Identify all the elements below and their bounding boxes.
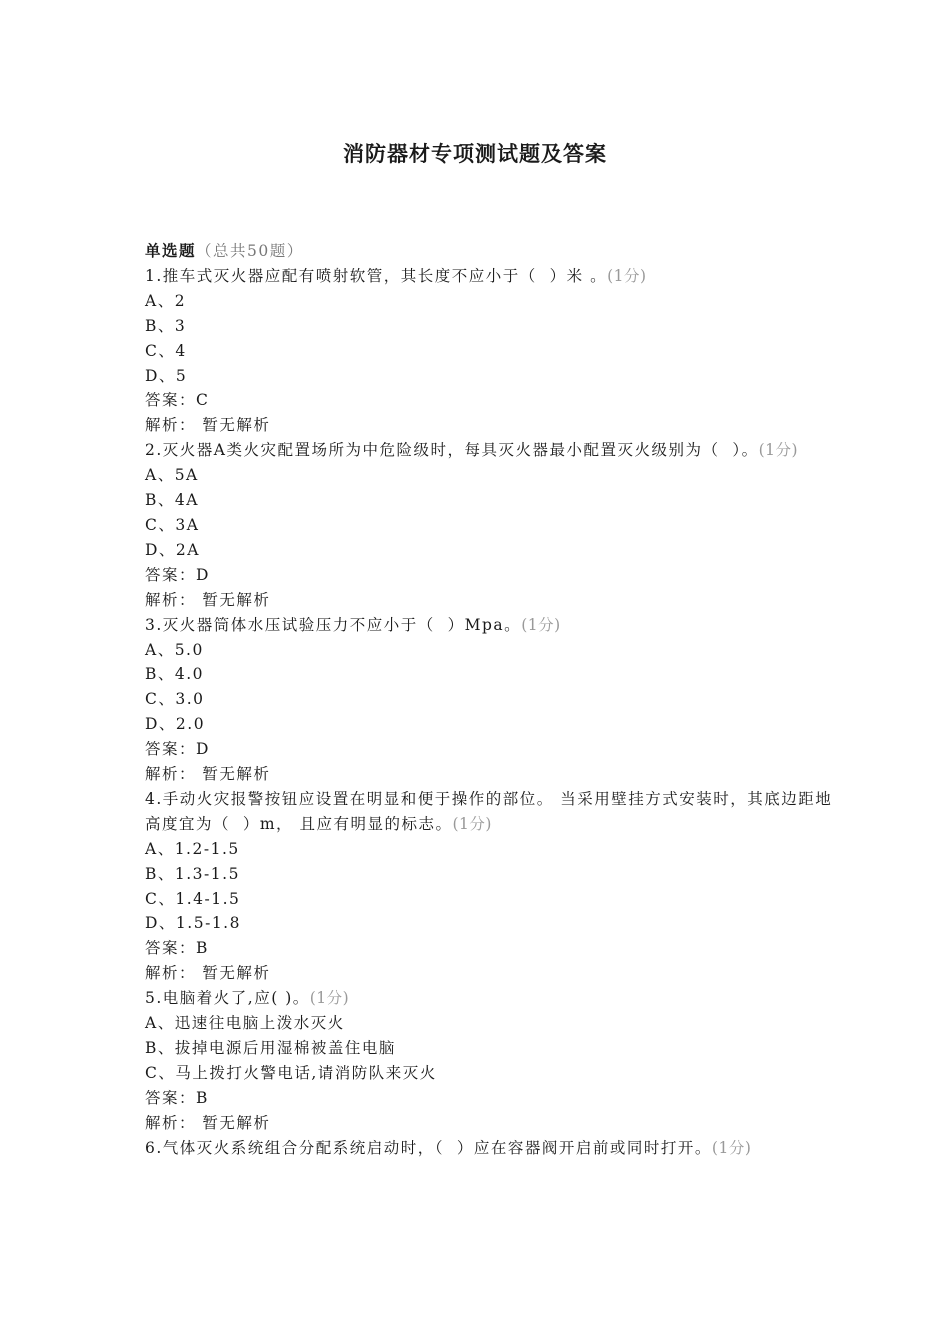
option-a: A、5.0 [145, 640, 204, 659]
question-2 [145, 438, 835, 612]
question-stem [145, 264, 835, 289]
option-a: A、1.2-1.5 [145, 839, 240, 858]
question-stem [145, 438, 835, 463]
option-b: B、1.3-1.5 [145, 864, 240, 883]
option-d: D、2.0 [145, 715, 206, 734]
option-b: B、3 [145, 316, 187, 335]
option-a: A、2 [145, 291, 187, 310]
question-4 [145, 787, 835, 986]
option-c: C、3A [145, 515, 200, 534]
option-a: A、5A [145, 466, 199, 485]
section-heading-label: 单选题 [145, 241, 197, 260]
question-1 [145, 264, 835, 438]
answer: 答案：B [145, 1088, 209, 1107]
answer: 答案：D [145, 740, 210, 759]
question-score: (1分) [452, 814, 492, 833]
question-score: (1分) [711, 1138, 752, 1157]
question-score: (1分) [309, 989, 350, 1008]
document-body [145, 239, 835, 1161]
option-c: C、马上拨打火警电话,请消防队来灭火 [145, 1063, 437, 1082]
option-d: D、2A [145, 540, 200, 559]
analysis: 解析： 暂无解析 [145, 416, 271, 435]
option-b: B、4A [145, 491, 199, 510]
question-stem [145, 613, 835, 638]
question-score: (1分) [758, 441, 799, 460]
question-stem [145, 787, 835, 837]
section-heading-note: （总共50题） [196, 242, 304, 260]
option-d: D、5 [145, 366, 188, 385]
page-title: 消防器材专项测试题及答案 [343, 141, 607, 166]
option-d: D、1.5-1.8 [145, 914, 241, 933]
analysis: 解析： 暂无解析 [145, 590, 271, 609]
question-6 [145, 1136, 835, 1161]
option-b: B、4.0 [145, 665, 205, 684]
analysis: 解析： 暂无解析 [145, 964, 271, 983]
question-text: 6.气体灭火系统组合分配系统启动时，（ ）应在容器阀开启前或同时打开。 [145, 1138, 712, 1157]
option-c: C、3.0 [145, 690, 205, 709]
question-text: 5.电脑着火了,应( )。 [145, 989, 310, 1008]
analysis: 解析： 暂无解析 [145, 1113, 271, 1132]
section-heading [145, 239, 835, 264]
option-c: C、1.4-1.5 [145, 889, 241, 908]
question-stem [145, 986, 835, 1011]
question-text: 2.灭火器A类火灾配置场所为中危险级时，每具灭火器最小配置灭火级别为（ ）。 [145, 441, 759, 460]
answer: 答案：B [145, 939, 209, 958]
answer: 答案：C [145, 391, 210, 410]
question-3 [145, 613, 835, 787]
question-score: (1分) [521, 615, 561, 634]
analysis: 解析： 暂无解析 [145, 765, 271, 784]
question-text: 3.灭火器筒体水压试验压力不应小于（ ）Mpa。 [145, 615, 522, 634]
question-5 [145, 986, 835, 1135]
option-a: A、迅速往电脑上泼水灭火 [145, 1014, 345, 1033]
answer: 答案：D [145, 565, 210, 584]
question-stem [145, 1136, 835, 1161]
question-text: 1.推车式灭火器应配有喷射软管，其长度不应小于（ ）米 。 [145, 266, 608, 285]
option-c: C、4 [145, 341, 187, 360]
option-b: B、拔掉电源后用湿棉被盖住电脑 [145, 1039, 396, 1057]
question-score: (1分) [607, 266, 647, 285]
question-text: 4.手动火灾报警按钮应设置在明显和便于操作的部位。 当采用壁挂方式安装时，其底边距地高度宜为（ ）m， 且应有明显的标志。 [145, 789, 833, 833]
